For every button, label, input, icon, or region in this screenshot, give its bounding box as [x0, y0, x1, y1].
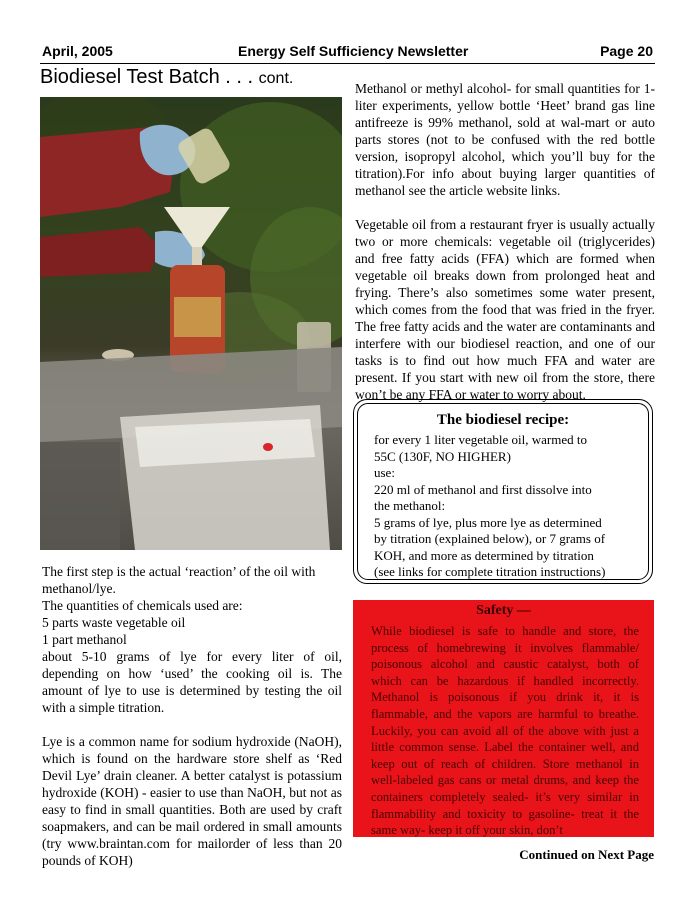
recipe-line: 55C (130F, NO HIGHER)	[374, 448, 511, 464]
header-date: April, 2005	[42, 43, 113, 59]
header-publication: Energy Self Sufficiency Newsletter	[238, 43, 469, 59]
continued-on-next-page: Continued on Next Page	[519, 847, 654, 862]
recipe-line: by titration (explained below), or 7 grams of	[374, 531, 606, 546]
photo-biodiesel-mixing	[40, 97, 342, 550]
recipe-box	[353, 399, 653, 584]
article-title-text: Biodiesel Test Batch . . .	[40, 66, 254, 88]
paragraph-methanol: Methanol or methyl alcohol- for small quantities for 1-liter experiments, yellow bottle ‘Heet’ brand gas line antifreeze is 99% methanol, sold at wal-mart or auto parts stores (not to be confused with the red bottle version, isopropyl alcohol, which you’ll buy for the titration).For info about buying larger quantities of methanol see the article website links.	[355, 81, 655, 198]
safety-title: Safety —	[476, 603, 531, 618]
recipe-line: for every 1 liter vegetable oil, warmed to	[374, 432, 587, 447]
recipe-line: use:	[374, 465, 395, 480]
recipe-body	[374, 432, 640, 581]
header-page-number: Page 20	[600, 43, 653, 59]
recipe-line: KOH, and more as determined by titration	[374, 547, 594, 563]
paragraph-methanol-parts: 1 part methanol	[42, 632, 127, 647]
right-column-text	[355, 80, 655, 403]
paragraph-lye-amount: about 5-10 grams of lye for every liter of oil, depending on how ‘used’ the cooking oil is. The amount of lye to use is determined by testing the oil with a simple titration.	[42, 649, 342, 715]
safety-box	[353, 600, 654, 837]
paragraph-reaction-intro: The first step is the actual ‘reaction’ of the oil with methanol/lye.	[42, 564, 316, 596]
article-title-suffix: cont.	[258, 70, 294, 87]
paragraph-lye-description: Lye is a common name for sodium hydroxide (NaOH), which is found on the hardware store shelf as ‘Red Devil Lye’ drain cleaner. A better catalyst is potassium hydroxide (KOH) - easier to use than NaOH, but not as easy to find in small quantities. Both are used by craft soapmakers, and can be mail ordered in small amounts (try www.braintan.com for mailorder of less than 20 pounds of KOH)	[42, 734, 342, 868]
article-title	[40, 66, 293, 89]
left-column-text	[42, 563, 342, 869]
recipe-title: The biodiesel recipe:	[436, 412, 570, 428]
recipe-line: 5 grams of lye, plus more lye as determined	[374, 514, 602, 530]
recipe-line: the methanol:	[374, 498, 446, 513]
paragraph-vegetable-oil: Vegetable oil from a restaurant fryer is usually actually two or more chemicals: vegetable oil (triglycerides) and free fatty acids (FFA) which are formed when vegetable oil breaks down from prolonged heat and frying. There’s also sometimes some water present, which comes from the food that was fried in the fryer. The free fatty acids and the water are contaminants and interfere with our biodiesel reaction, and one of our tasks is to find out how much FFA and water are present. If you start with new oil from the store, there won’t be any FFA or water to worry about.	[355, 217, 655, 402]
paragraph-quantities-intro: The quantities of chemicals used are:	[42, 598, 243, 613]
paragraph-oil-parts: 5 parts waste vegetable oil	[42, 615, 186, 630]
header-rule	[40, 63, 655, 64]
safety-text: While biodiesel is safe to handle and store, the process of homebrewing it involves flammable/ poisonous alcohol and caustic catalyst, both of which can be hazardous if handled incorrectly. Methanol is poisonous if you drink it, it is flammable, and the vapors are harmful to breathe. Luckily, you can avoid all of the above with just a little common sense. Label the container well, and keep out of reach of children. Store methanol in well-labeled gas cans or metal drums, and keep the containers completely sealed- it’s very similar in flammability and toxicity to gasoline- treat it the same way- keep it off your skin, don’t	[371, 624, 639, 837]
recipe-line: 220 ml of methanol and first dissolve into	[374, 481, 592, 497]
recipe-line: (see links for complete titration instructions)	[374, 564, 606, 579]
photo-illustration	[40, 97, 342, 550]
